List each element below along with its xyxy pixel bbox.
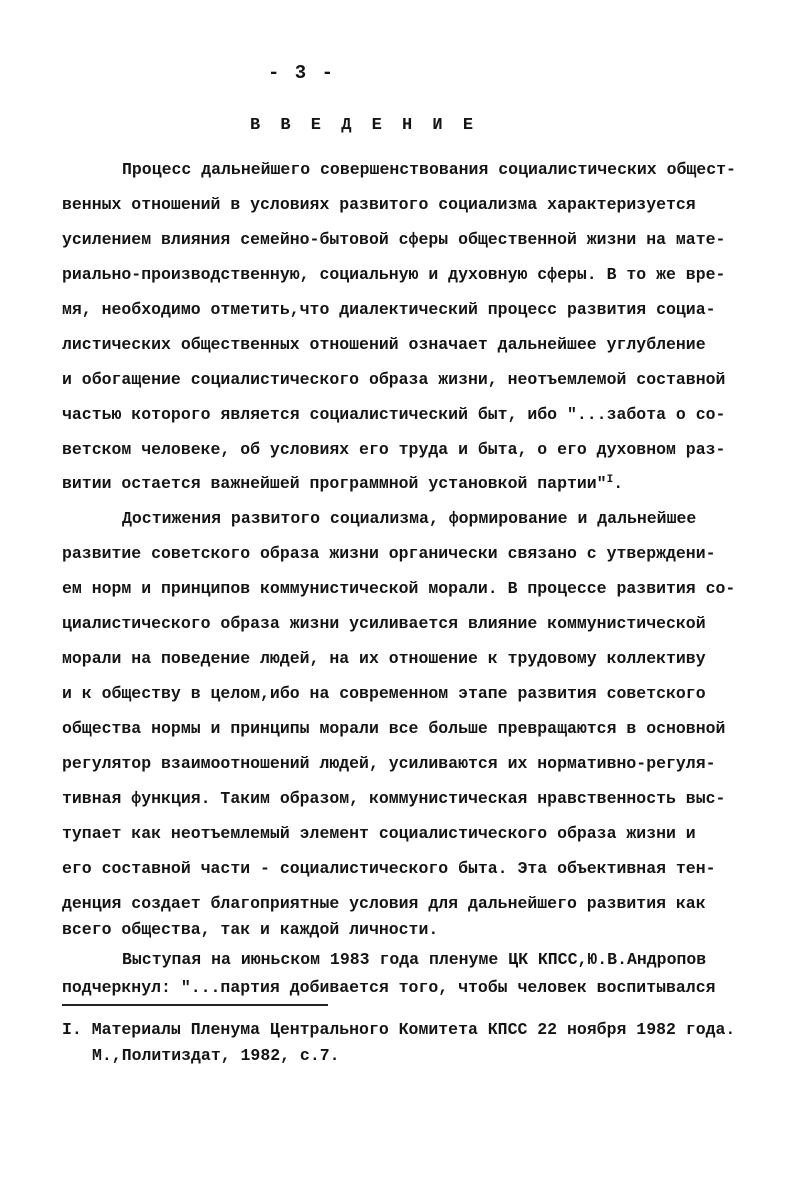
- text-line: Выступая на июньском 1983 года пленуме ЦК КПСС,Ю.В.Андропов: [122, 950, 707, 969]
- text-line: венных отношений в условиях развитого социализма характеризуется: [62, 195, 696, 214]
- text-line: частью которого является социалистический быт, ибо "...забота о со-: [62, 405, 726, 424]
- text-line: усилением влияния семейно-бытовой сферы общественной жизни на мате-: [62, 230, 726, 249]
- footnote-reference: I: [606, 474, 614, 486]
- text-line: Процесс дальнейшего совершенствования социалистических общест-: [122, 160, 736, 179]
- text-line: тупает как неотъемлемый элемент социалистического образа жизни и: [62, 824, 696, 843]
- text-line: листических общественных отношений означает дальнейшее углубление: [62, 335, 706, 354]
- text-line: всего общества, так и каждой личности.: [62, 920, 439, 939]
- text-line: ем норм и принципов коммунистической морали. В процессе развития со-: [62, 579, 736, 598]
- text-line: регулятор взаимоотношений людей, усиливаются их нормативно-регуля-: [62, 754, 716, 773]
- text-line: и обогащение социалистического образа жизни, неотъемлемой составной: [62, 370, 726, 389]
- text-line: [62, 474, 623, 494]
- text-line: общества нормы и принципы морали все больше превращаются в основной: [62, 719, 726, 738]
- text-line: мя, необходимо отметить,что диалектический процесс развития социа-: [62, 300, 716, 319]
- text-line: Достижения развитого социализма, формирование и дальнейшее: [122, 509, 697, 528]
- footnote-line: I. Материалы Пленума Центрального Комитета КПСС 22 ноября 1982 года.: [62, 1020, 736, 1039]
- text-line: ветском человеке, об условиях его труда и быта, о его духовном раз-: [62, 440, 726, 459]
- page-number: - 3 -: [268, 62, 336, 84]
- text-line: риально-производственную, социальную и духовную сферы. В то же вре-: [62, 265, 726, 284]
- text-line: морали на поведение людей, на их отношение к трудовому коллективу: [62, 649, 706, 668]
- text-line: его составной части - социалистического быта. Эта объективная тен-: [62, 859, 716, 878]
- text-line: тивная функция. Таким образом, коммунистическая нравственность выс-: [62, 789, 726, 808]
- text-line: циалистического образа жизни усиливается влияние коммунистической: [62, 614, 706, 633]
- text-line: денция создает благоприятные условия для дальнейшего развития как: [62, 894, 706, 913]
- section-heading: В В Е Д Е Н И Е: [250, 116, 479, 135]
- text-line: и к обществу в целом,ибо на современном этапе развития советского: [62, 684, 706, 703]
- footnote-divider: [62, 1004, 328, 1006]
- text-line: развитие советского образа жизни органически связано с утверждени-: [62, 544, 716, 563]
- line-end-period: .: [613, 474, 624, 493]
- footnote-line: М.,Политиздат, 1982, с.7.: [92, 1046, 340, 1065]
- text-line: подчеркнул: "...партия добивается того, чтобы человек воспитывался: [62, 978, 716, 997]
- text-line-content: витии остается важнейшей программной установкой партии": [62, 474, 607, 493]
